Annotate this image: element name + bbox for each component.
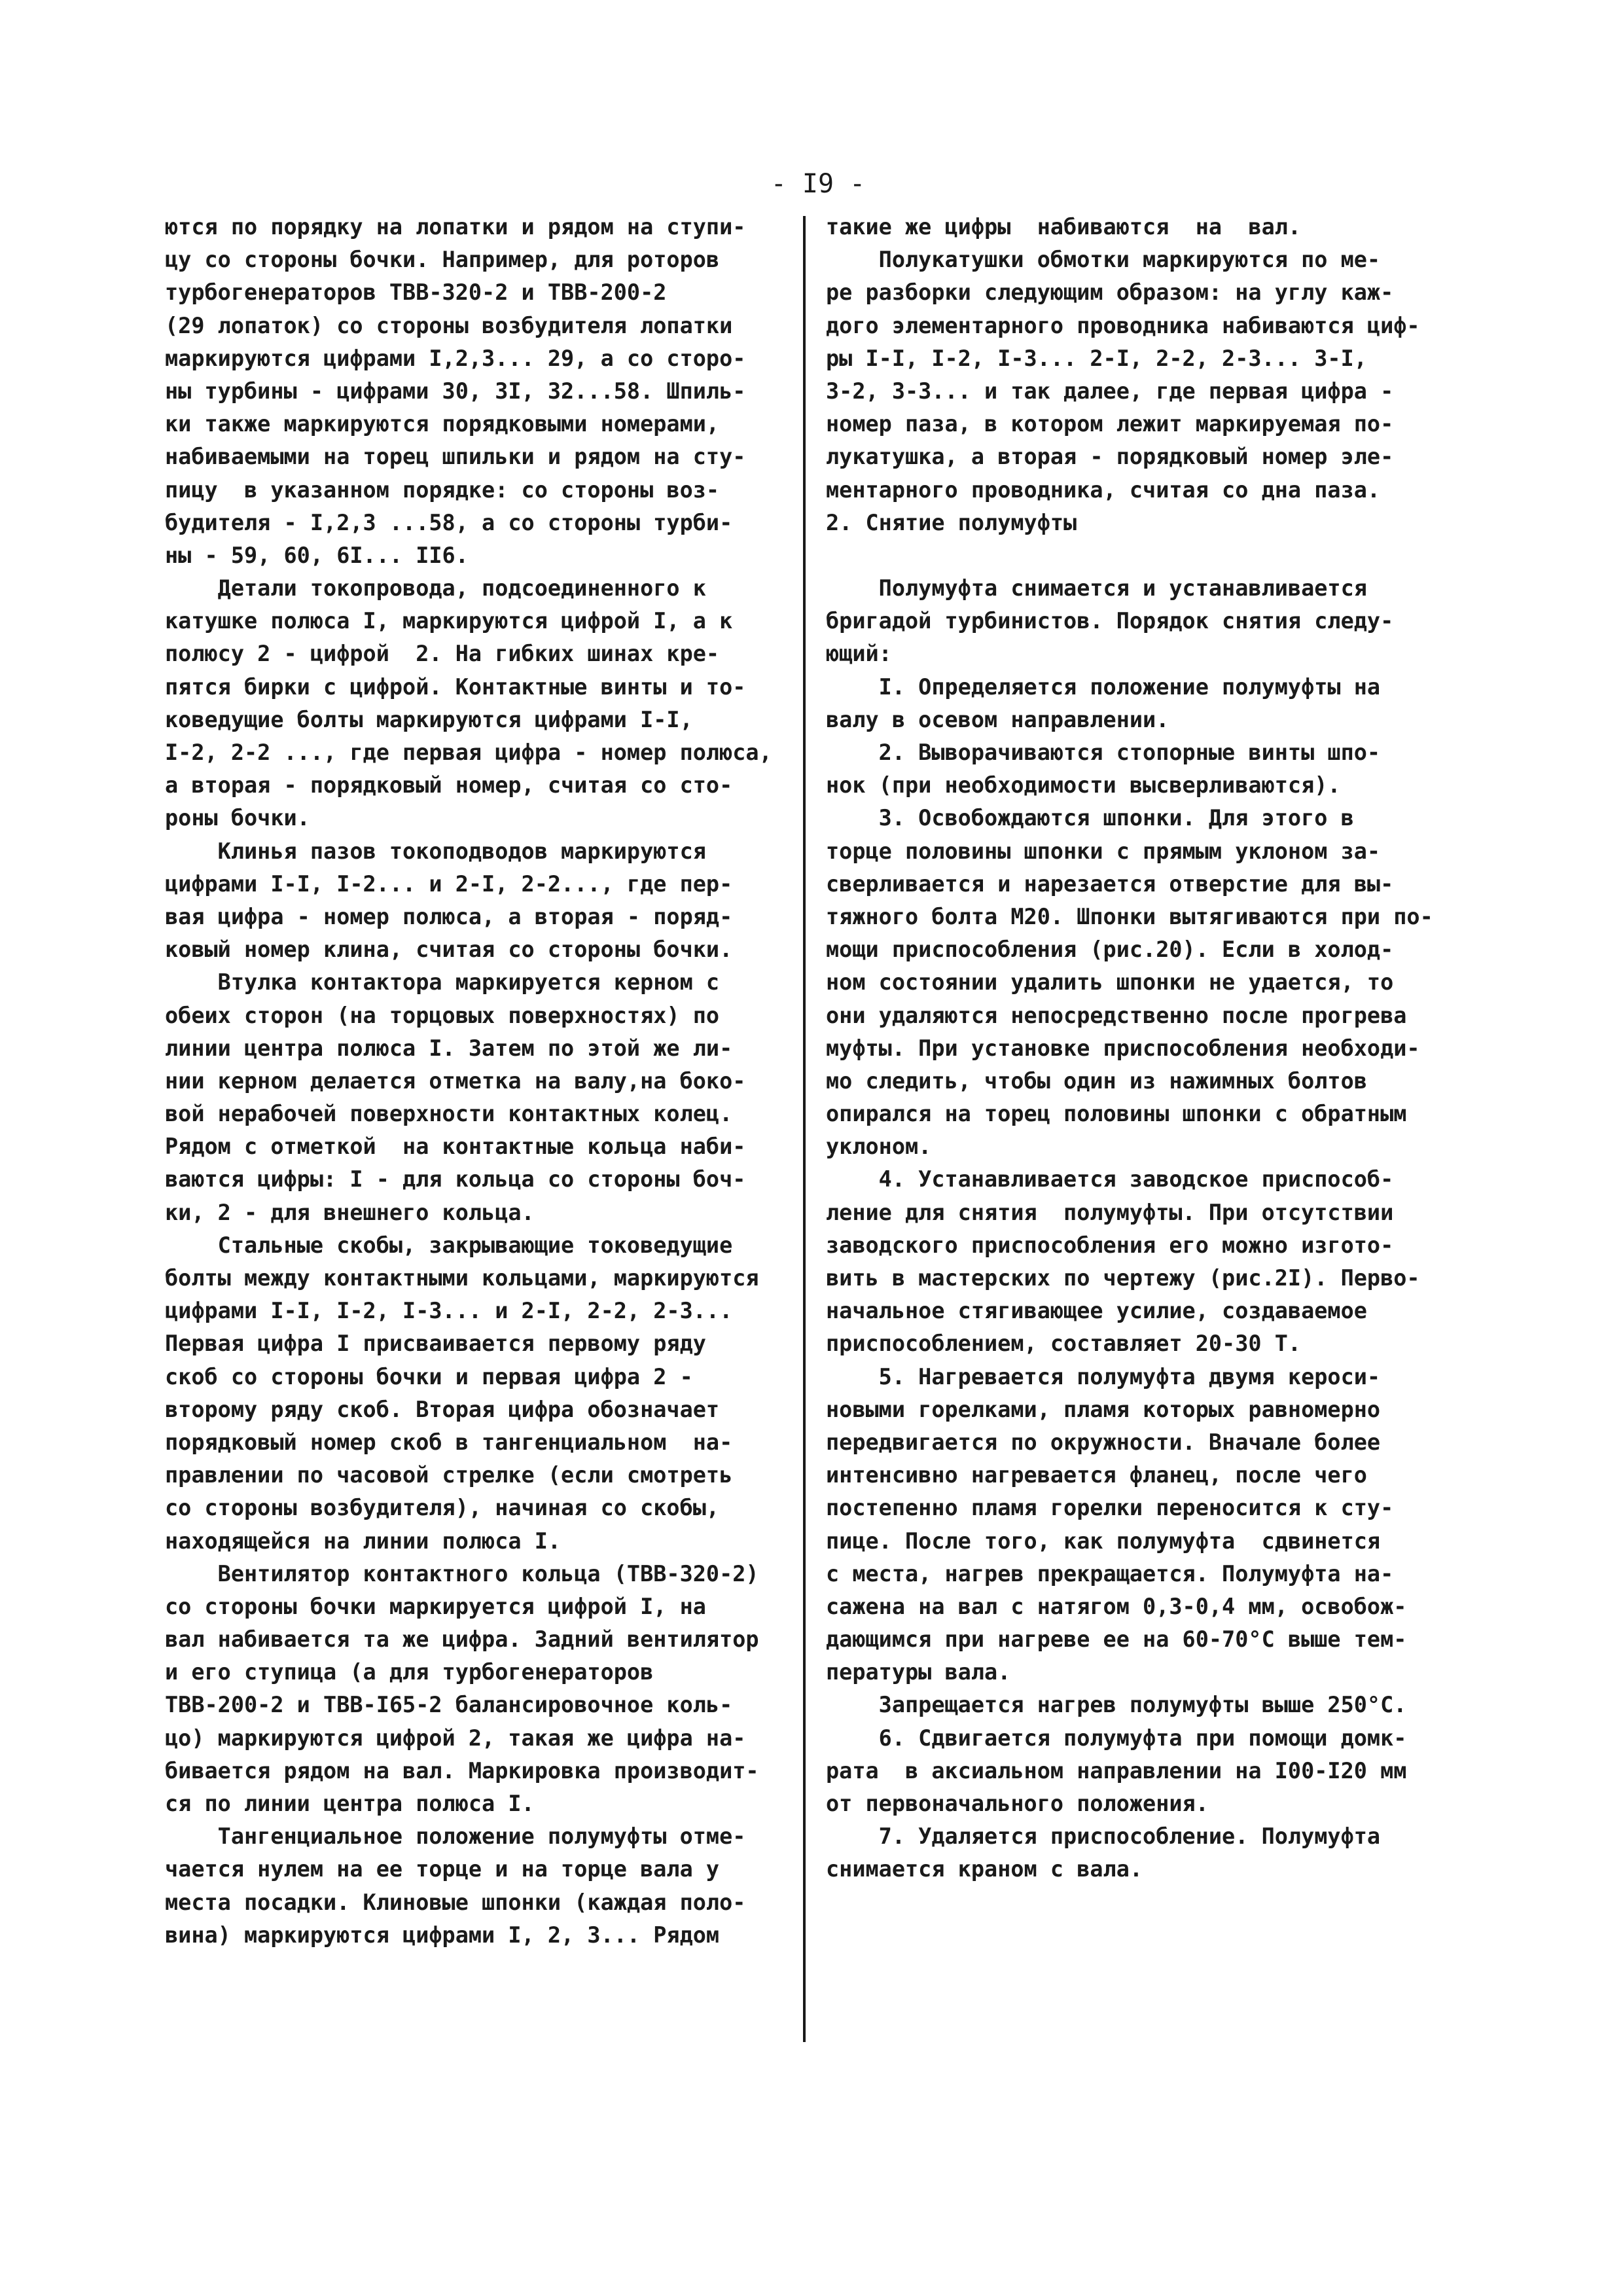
- text-line: опирался на торец половины шпонки с обратным: [826, 1101, 1407, 1127]
- text-line: вая цифра - номер полюса, а вторая - поряд-: [165, 903, 733, 929]
- text-line: а вторая - порядковый номер, считая со сто-: [165, 772, 733, 798]
- text-line: мощи приспособления (рис.20). Если в холод-: [826, 937, 1394, 963]
- text-line: цу со стороны бочки. Например, для роторов: [165, 247, 720, 273]
- text-line: катушке полюса I, маркируются цифрой I, а к: [165, 608, 733, 634]
- text-line: Полукатушки обмотки маркируются по ме-: [826, 247, 1381, 273]
- text-line: вал набивается та же цифра. Задний вентилятор: [165, 1626, 759, 1653]
- text-line: ки, 2 - для внешнего кольца.: [165, 1199, 535, 1225]
- text-line: места посадки. Клиновые шпонки (каждая поло-: [165, 1889, 746, 1915]
- text-line: Первая цифра I присваивается первому ряду: [165, 1331, 706, 1357]
- page-number: - I9 -: [770, 169, 866, 199]
- text-line: цо) маркируются цифрой 2, такая же цифра на-: [165, 1725, 746, 1751]
- text-line: ны турбины - цифрами 30, 3I, 32...58. Шпиль-: [165, 378, 746, 404]
- text-line: ющий:: [826, 641, 892, 667]
- text-line: ки также маркируются порядковыми номерами,: [165, 411, 720, 437]
- text-line: ваются цифры: I - для кольца со стороны боч-: [165, 1166, 746, 1193]
- text-line: сажена на вал с натягом 0,3-0,4 мм, освобож-: [826, 1593, 1407, 1619]
- text-line: полюсу 2 - цифрой 2. На гибких шинах кре-: [165, 641, 720, 667]
- text-line: они удаляются непосредственно после прогрева: [826, 1002, 1407, 1028]
- text-line: лукатушка, а вторая - порядковый номер эле-: [826, 444, 1394, 470]
- text-line: передвигается по окружности. Вначале более: [826, 1429, 1381, 1455]
- text-line: Запрещается нагрев полумуфты выше 250°С.: [826, 1692, 1407, 1718]
- text-line: Рядом с отметкой на контактные кольца наби-: [165, 1134, 746, 1160]
- text-line: ление для снятия полумуфты. При отсутствии: [826, 1199, 1394, 1225]
- text-line: роны бочки.: [165, 805, 310, 831]
- text-line: пице. После того, как полумуфта сдвинется: [826, 1528, 1381, 1554]
- text-line: ны - 59, 60, 6I... II6.: [165, 542, 469, 568]
- text-line: тяжного болта М20. Шпонки вытягиваются при по-: [826, 903, 1433, 929]
- text-line: новыми горелками, пламя которых равномерно: [826, 1396, 1381, 1422]
- text-line: I-2, 2-2 ..., где первая цифра - номер полюса,: [165, 740, 772, 765]
- text-line: 2. Снятие полумуфты: [826, 509, 1077, 535]
- text-line: интенсивно нагревается фланец, после чего: [826, 1462, 1367, 1488]
- text-line: сверливается и нарезается отверстие для вы-: [826, 870, 1394, 897]
- text-line: пературы вала.: [826, 1659, 1011, 1685]
- text-line: вить в мастерских по чертежу (рис.2I). Перво-: [826, 1265, 1420, 1291]
- column-divider: [803, 216, 806, 2042]
- text-line: Полумуфта снимается и устанавливается: [826, 575, 1367, 601]
- text-line: (29 лопаток) со стороны возбудителя лопатки: [165, 312, 733, 338]
- text-line: и его ступица (а для турбогенераторов: [165, 1659, 654, 1685]
- text-line: постепенно пламя горелки переносится к сту-: [826, 1495, 1394, 1521]
- text-line: ментарного проводника, считая со дна паза.: [826, 476, 1381, 503]
- text-line: приспособлением, составляет 20-30 Т.: [826, 1331, 1302, 1357]
- text-line: коведущие болты маркируются цифрами I-I,: [165, 706, 693, 732]
- text-line: Детали токопровода, подсоединенного к: [165, 575, 706, 601]
- text-line: 2. Выворачиваются стопорные винты шпо-: [826, 740, 1381, 765]
- right-column: [826, 211, 1467, 1886]
- text-line: ре разборки следующим образом: на углу каж-: [826, 279, 1394, 306]
- text-line: скоб со стороны бочки и первая цифра 2 -: [165, 1363, 693, 1390]
- text-line: мо следить, чтобы один из нажимных болтов: [826, 1067, 1367, 1094]
- text-line: вой нерабочей поверхности контактных колец.: [165, 1101, 733, 1127]
- text-line: I. Определяется положение полумуфты на: [826, 673, 1381, 700]
- text-line: 7. Удаляется приспособление. Полумуфта: [826, 1823, 1381, 1850]
- text-line: заводского приспособления его можно изгото-: [826, 1232, 1394, 1258]
- text-line: турбогенераторов ТВВ-320-2 и ТВВ-200-2: [165, 279, 667, 306]
- text-line: 3-2, 3-3... и так далее, где первая цифра -: [826, 378, 1394, 404]
- text-line: [826, 539, 1467, 572]
- text-line: ются по порядку на лопатки и рядом на ступи-: [165, 214, 746, 240]
- text-line: 4. Устанавливается заводское приспособ-: [826, 1166, 1394, 1193]
- text-line: от первоначального положения.: [826, 1791, 1209, 1816]
- text-line: цифрами I-I, I-2... и 2-I, 2-2..., где пер-: [165, 870, 733, 897]
- text-line: ном состоянии удалить шпонки не удается, то: [826, 969, 1394, 996]
- text-line: 3. Освобождаются шпонки. Для этого в: [826, 805, 1354, 831]
- text-line: Стальные скобы, закрывающие токоведущие: [165, 1232, 733, 1258]
- text-line: муфты. При установке приспособления необходи-: [826, 1035, 1420, 1061]
- text-line: торце половины шпонки с прямым уклоном за-: [826, 838, 1381, 864]
- text-line: валу в осевом направлении.: [826, 706, 1169, 732]
- text-line: Вентилятор контактного кольца (ТВВ-320-2): [165, 1560, 759, 1587]
- text-line: пицу в указанном порядке: со стороны воз-: [165, 476, 720, 503]
- text-line: ковый номер клина, считая со стороны бочки.: [165, 937, 733, 963]
- text-line: начальное стягивающее усилие, создаваемое: [826, 1298, 1367, 1324]
- text-line: вина) маркируются цифрами I, 2, 3... Рядом: [165, 1922, 720, 1948]
- text-line: находящейся на линии полюса I.: [165, 1528, 562, 1554]
- text-line: Тангенциальное положение полумуфты отме-: [165, 1823, 746, 1850]
- text-line: бригадой турбинистов. Порядок снятия следу-: [826, 608, 1394, 634]
- text-line: ТВВ-200-2 и ТВВ-I65-2 балансировочное коль-: [165, 1692, 733, 1718]
- text-line: бивается рядом на вал. Маркировка производит-: [165, 1757, 759, 1784]
- text-line: снимается краном с вала.: [826, 1856, 1143, 1882]
- text-line: 5. Нагревается полумуфта двумя кероси-: [826, 1363, 1381, 1390]
- text-line: болты между контактными кольцами, маркируются: [165, 1265, 759, 1291]
- text-line: Втулка контактора маркируется керном с: [165, 969, 720, 996]
- text-line: с места, нагрев прекращается. Полумуфта на-: [826, 1560, 1394, 1587]
- text-line: нии керном делается отметка на валу,на боко-: [165, 1067, 746, 1094]
- text-line: маркируются цифрами I,2,3... 29, а со сторо-: [165, 345, 746, 371]
- text-line: ры I-I, I-2, I-3... 2-I, 2-2, 2-3... 3-I,: [826, 345, 1367, 371]
- text-line: будителя - I,2,3 ...58, а со стороны турби-: [165, 509, 733, 535]
- text-line: пятся бирки с цифрой. Контактные винты и то-: [165, 673, 746, 700]
- text-line: порядковый номер скоб в тангенциальном на-: [165, 1429, 733, 1455]
- text-line: такие же цифры набиваются на вал.: [826, 214, 1302, 240]
- text-line: со стороны бочки маркируется цифрой I, на: [165, 1593, 706, 1619]
- text-line: уклоном.: [826, 1134, 932, 1160]
- text-line: Клинья пазов токоподводов маркируются: [165, 838, 706, 864]
- text-line: цифрами I-I, I-2, I-3... и 2-I, 2-2, 2-3...: [165, 1298, 733, 1324]
- text-line: дающимся при нагреве ее на 60-70°С выше тем-: [826, 1626, 1407, 1653]
- text-line: правлении по часовой стрелке (если смотреть: [165, 1462, 733, 1488]
- text-line: 6. Сдвигается полумуфта при помощи домк-: [826, 1725, 1407, 1751]
- text-line: рата в аксиальном направлении на I00-I20 мм: [826, 1757, 1407, 1784]
- text-line: набиваемыми на торец шпильки и рядом на сту-: [165, 444, 746, 470]
- text-line: ся по линии центра полюса I.: [165, 1791, 535, 1816]
- text-line: второму ряду скоб. Вторая цифра обозначает: [165, 1396, 720, 1422]
- text-line: линии центра полюса I. Затем по этой же ли-: [165, 1035, 733, 1061]
- text-line: чается нулем на ее торце и на торце вала у: [165, 1856, 720, 1882]
- text-line: номер паза, в котором лежит маркируемая по-: [826, 411, 1394, 437]
- text-line: со стороны возбудителя), начиная со скобы,: [165, 1495, 720, 1521]
- text-line: обеих сторон (на торцовых поверхностях) по: [165, 1002, 720, 1028]
- text-line: нок (при необходимости высверливаются).: [826, 772, 1341, 798]
- left-column: [165, 211, 793, 1952]
- text-line: дого элементарного проводника набиваются циф-: [826, 312, 1420, 338]
